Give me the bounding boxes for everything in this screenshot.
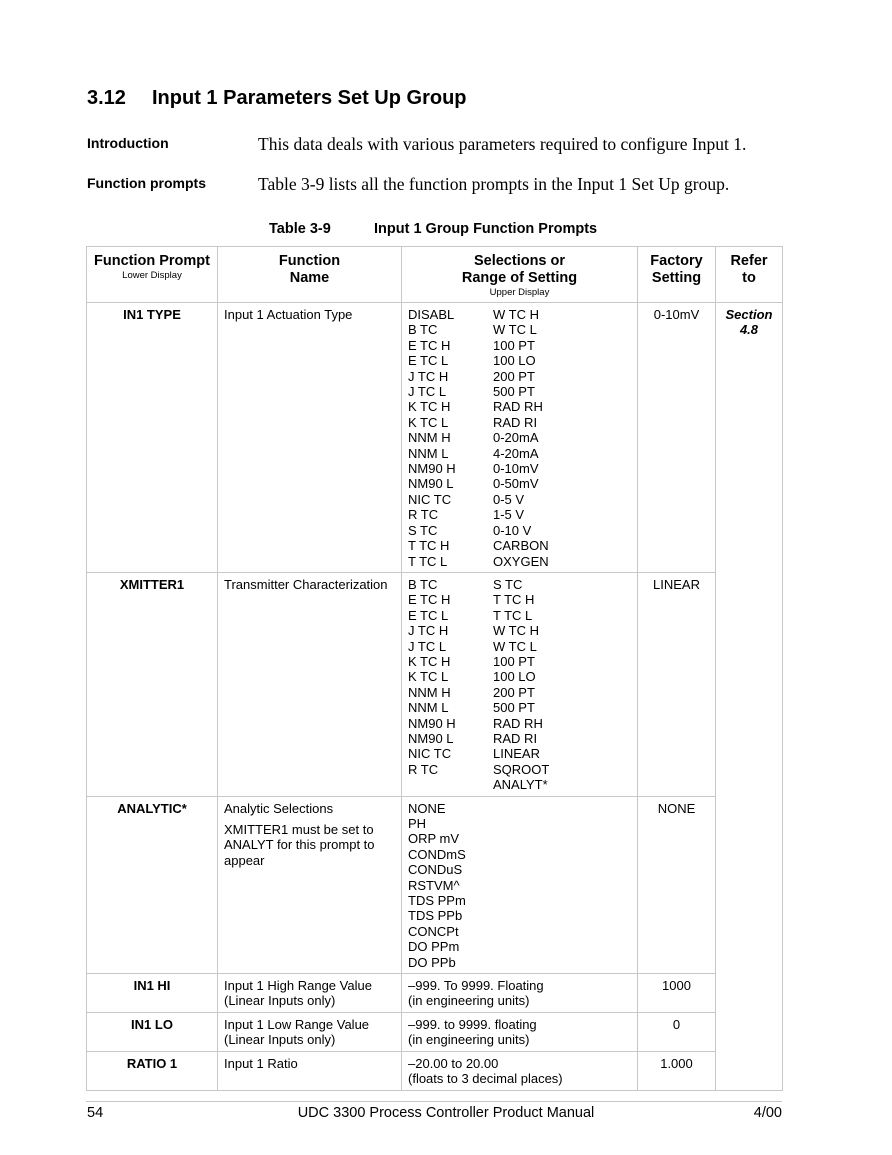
range-note: (floats to 3 decimal places)	[408, 1071, 563, 1087]
range-value: –999. To 9999. Floating	[408, 978, 544, 994]
selection-item: CONDmS	[408, 846, 466, 862]
header-refer-to	[716, 247, 783, 303]
selection-item: OXYGEN	[493, 553, 549, 569]
selection-item: TDS PPm	[408, 893, 466, 909]
function-name-cell	[218, 796, 402, 973]
section-title: Input 1 Parameters Set Up Group	[152, 87, 467, 109]
table-row	[87, 796, 783, 973]
header-sel-line1: Selections or	[473, 253, 566, 269]
selection-item: W TC H	[493, 623, 539, 639]
selection-item: RAD RI	[493, 414, 538, 430]
function-prompts-label: Function prompts	[87, 175, 206, 191]
table-header-row	[87, 247, 783, 303]
selection-item: K TC L	[408, 669, 449, 685]
footer-divider	[86, 1101, 782, 1102]
header-refer-line2: to	[742, 270, 756, 286]
selection-item: CONCPt	[408, 923, 459, 939]
function-name-cell	[218, 1012, 402, 1051]
selection-item: NNM L	[408, 445, 449, 461]
function-name: Input 1 High Range Value	[224, 978, 372, 994]
function-name-cell: Transmitter Characterization	[218, 572, 402, 796]
function-note: XMITTER1 must be set to ANALYT for this prompt to appear	[224, 822, 375, 868]
function-name-cell: Input 1 Actuation Type	[218, 303, 402, 573]
header-selections	[402, 247, 638, 303]
header-factory-setting	[638, 247, 716, 303]
selection-item: J TC L	[408, 384, 447, 400]
selection-item: K TC H	[408, 399, 451, 415]
prompt-cell: XMITTER1	[87, 572, 218, 796]
selections-list	[408, 307, 631, 569]
revision-date: 4/00	[753, 1105, 782, 1121]
selection-item: CARBON	[493, 538, 549, 554]
table-row	[87, 572, 783, 796]
selection-item: SQROOT	[493, 761, 550, 777]
selection-item: NNM H	[408, 684, 451, 700]
selection-item: S TC	[493, 576, 523, 592]
selection-item: NM90 H	[408, 461, 456, 477]
function-prompts-text: Table 3-9 lists all the function prompts in the Input 1 Set Up group.	[258, 174, 730, 194]
header-name-line2: Name	[289, 270, 330, 286]
selections-cell	[402, 572, 638, 796]
prompt-cell: RATIO 1	[87, 1051, 218, 1090]
selections-column-1	[408, 307, 493, 569]
selection-item: T TC L	[408, 553, 448, 569]
range-value: –20.00 to 20.00	[408, 1055, 499, 1071]
page-number: 54	[87, 1105, 104, 1121]
selection-item: DO PPb	[408, 954, 456, 970]
selection-item: NM90 L	[408, 476, 454, 492]
introduction-text: This data deals with various parameters required to configure Input 1.	[258, 134, 747, 154]
range-value: –999. to 9999. floating	[408, 1016, 537, 1032]
refer-section-label: Section	[725, 307, 773, 322]
introduction-label: Introduction	[87, 135, 169, 151]
selection-item: TDS PPb	[408, 908, 463, 924]
selection-item: RAD RI	[493, 730, 538, 746]
header-prompt-label: Function Prompt	[94, 253, 210, 269]
selections-cell	[402, 796, 638, 973]
selection-item: 100 LO	[493, 353, 536, 369]
selection-item: K TC H	[408, 653, 451, 669]
selection-item: S TC	[408, 522, 438, 538]
selection-item: J TC H	[408, 623, 449, 639]
selection-item: 0-20mA	[493, 430, 539, 446]
table-row	[87, 1012, 783, 1051]
table-row	[87, 974, 783, 1013]
selection-item: NNM L	[408, 700, 449, 716]
selection-item: ORP mV	[408, 831, 460, 847]
factory-setting-cell: 0-10mV	[638, 303, 716, 573]
selection-item: 0-5 V	[493, 491, 525, 507]
header-prompt-sub: Lower Display	[122, 270, 182, 281]
selection-item: CONDuS	[408, 862, 463, 878]
factory-setting-cell: 1000	[638, 974, 716, 1013]
selection-item: R TC	[408, 507, 439, 523]
section-number: 3.12	[87, 87, 126, 109]
function-name-cell: Input 1 Ratio	[218, 1051, 402, 1090]
header-refer-line1: Refer	[730, 253, 768, 269]
selections-column-2	[493, 577, 631, 793]
selections-cell	[402, 974, 638, 1013]
range-note: (in engineering units)	[408, 1032, 530, 1048]
refer-to-cell	[716, 303, 783, 1091]
selection-item: W TC H	[493, 307, 539, 322]
selection-item: DISABL	[408, 307, 455, 322]
selection-item: 0-10mV	[493, 461, 539, 477]
selection-item: T TC L	[493, 607, 533, 623]
selection-item: NM90 L	[408, 730, 454, 746]
selection-item: NIC TC	[408, 491, 452, 507]
selection-item: J TC L	[408, 638, 447, 654]
table-row	[87, 1051, 783, 1090]
selections-cell	[402, 303, 638, 573]
selections-cell	[402, 1051, 638, 1090]
selections-column-1	[408, 801, 631, 970]
function-prompts-table	[86, 246, 783, 1091]
selection-item: NIC TC	[408, 746, 452, 762]
header-factory-line2: Setting	[651, 270, 702, 286]
header-factory-line1: Factory	[650, 253, 703, 269]
selection-item: B TC	[408, 576, 438, 592]
refer-section-number: 4.8	[739, 322, 759, 338]
selection-item: 100 PT	[493, 653, 535, 669]
selection-item: R TC	[408, 761, 439, 777]
function-name: Analytic Selections	[224, 800, 334, 816]
selection-item: E TC H	[408, 592, 451, 608]
header-function-prompt	[87, 247, 218, 303]
selection-item: E TC L	[408, 607, 449, 623]
selection-item: 0-50mV	[493, 476, 539, 492]
selection-item: 500 PT	[493, 700, 535, 716]
function-name-cell	[218, 974, 402, 1013]
table-caption	[269, 221, 597, 237]
table-title: Input 1 Group Function Prompts	[374, 221, 598, 237]
selection-item: E TC H	[408, 337, 451, 353]
prompt-cell: IN1 LO	[87, 1012, 218, 1051]
selections-column-2	[493, 307, 631, 569]
selection-item: 0-10 V	[493, 522, 532, 538]
selection-item: PH	[408, 816, 427, 831]
function-name-note: (Linear Inputs only)	[224, 993, 336, 1009]
selection-item: T TC H	[408, 538, 450, 554]
selections-list	[408, 577, 631, 793]
manual-title: UDC 3300 Process Controller Product Manual	[297, 1105, 595, 1121]
prompt-cell: ANALYTIC*	[87, 796, 218, 973]
range-note: (in engineering units)	[408, 993, 530, 1009]
selection-item: K TC L	[408, 414, 449, 430]
header-name-line1: Function	[278, 253, 341, 269]
prompt-cell: IN1 HI	[87, 974, 218, 1013]
selection-item: 1-5 V	[493, 507, 525, 523]
selection-item: NM90 H	[408, 715, 456, 731]
header-sel-line2: Range of Setting	[461, 270, 578, 286]
factory-setting-cell: LINEAR	[638, 572, 716, 796]
prompt-cell: IN1 TYPE	[87, 303, 218, 573]
factory-setting-cell: NONE	[638, 796, 716, 973]
selection-item: RSTVM^	[408, 877, 460, 893]
factory-setting-cell: 0	[638, 1012, 716, 1051]
function-name: Input 1 Low Range Value	[224, 1016, 370, 1032]
table-number: Table 3-9	[269, 221, 331, 237]
selection-item: W TC L	[493, 638, 537, 654]
selections-column-1	[408, 577, 493, 793]
selection-item: ANALYT*	[493, 777, 548, 793]
selection-item: 4-20mA	[493, 445, 539, 461]
selection-item: W TC L	[493, 322, 537, 338]
section-heading	[87, 87, 467, 110]
selection-item: 200 PT	[493, 684, 535, 700]
factory-setting-cell: 1.000	[638, 1051, 716, 1090]
selection-item: NONE	[408, 800, 446, 816]
selection-item: LINEAR	[493, 746, 540, 762]
selection-item: 200 PT	[493, 368, 535, 384]
selection-item: 100 LO	[493, 669, 536, 685]
selection-item: RAD RH	[493, 399, 543, 415]
selection-item: J TC H	[408, 368, 449, 384]
selection-item: NNM H	[408, 430, 451, 446]
header-function-name	[218, 247, 402, 303]
selection-item: DO PPm	[408, 939, 460, 955]
selection-item: B TC	[408, 322, 438, 338]
selection-item: E TC L	[408, 353, 449, 369]
selection-item: RAD RH	[493, 715, 543, 731]
table-row	[87, 303, 783, 573]
selection-item: 500 PT	[493, 384, 535, 400]
function-name-note: (Linear Inputs only)	[224, 1032, 336, 1048]
selection-item: T TC H	[493, 592, 535, 608]
header-sel-sub: Upper Display	[489, 287, 550, 298]
selection-item: 100 PT	[493, 337, 535, 353]
selections-cell	[402, 1012, 638, 1051]
